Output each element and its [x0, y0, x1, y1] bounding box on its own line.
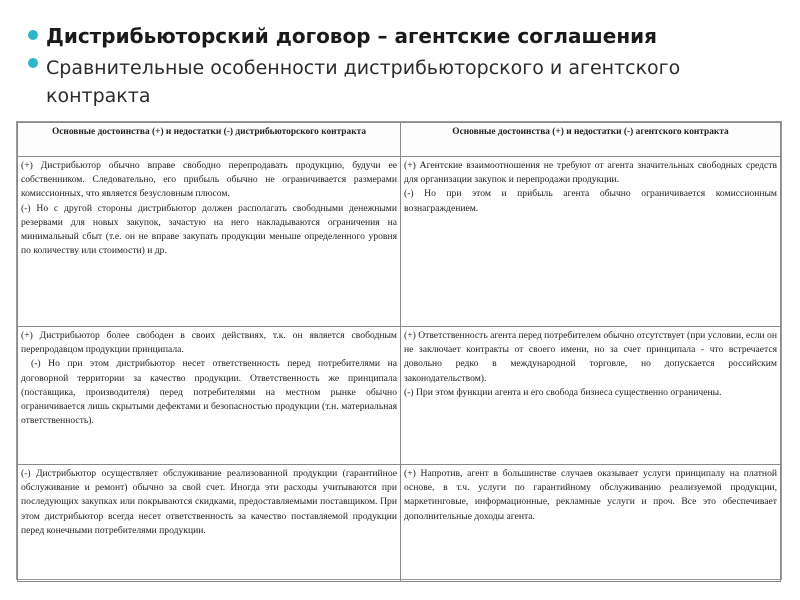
table-row: [18, 327, 781, 465]
cell-text: (+) Дистрибьютор обычно вправе свободно перепродавать продукцию, будучи ее собственником. Следовательно, его прибыль обычно не ограничивается размерами комиссионных, что является безусловным плюсом.: [21, 160, 397, 200]
slide-subtitle: Сравнительные особенности дистрибьюторского и агентского контракта: [46, 57, 681, 107]
header-distributor: Основные достоинства (+) и недостатки (-) дистрибьюторского контракта: [18, 123, 401, 157]
cell-agent: [401, 157, 781, 327]
cell-text: (+) Ответственность агента перед потребителем обычно отсутствует (при условии, если он не заключает контракты от своего имени, но за счет принципала - что встречается довольно редко в международной торговле, но допускается российским законодательством).: [404, 330, 777, 384]
cell-text: (+) Агентские взаимоотношения не требуют от агента значительных свободных средств для организации закупок и перепродажи продукции.: [404, 160, 777, 186]
cell-distributor: [18, 157, 401, 327]
cell-text: (+) Дистрибьютор более свободен в своих действиях, т.к. он является свободным перепродавцом продукции принципала.: [21, 330, 397, 356]
cell-text: (+) Напротив, агент в большинстве случаев оказывает услуги принципалу на платной основе, в т.ч. услуги по гарантийному обслуживанию реализуемой продукции, маркетинговые, информационные, рекламные услуги и проч. Все это обеспечивает дополнительные доходы агента.: [404, 468, 777, 522]
cell-agent: [401, 465, 781, 582]
table-header-row: [18, 123, 781, 157]
bullet-item-title: [28, 22, 788, 50]
cell-agent: [401, 327, 781, 465]
bullet-item-subtitle: [28, 50, 788, 110]
cell-text: (-) Но с другой стороны дистрибьютор должен располагать свободными денежными резервами для новых закупок, зачастую на него накладываются ограничения на минимальный сбыт (т.е. он не вправе закупать продукции меньше определенного уровня по количеству или стоимости) и др.: [21, 202, 397, 257]
cell-text: (-) При этом функции агента и его свобода бизнеса существенно ограничены.: [404, 386, 722, 398]
comparison-table: [17, 122, 781, 582]
slide-title: Дистрибьюторский договор – агентские соглашения: [46, 24, 658, 48]
bullet-list: [28, 22, 788, 110]
cell-text: (-) Дистрибьютор осуществляет обслуживание реализованной продукции (гарантийное обслуживание и ремонт) обычно за свой счет. Иногда эти расходы учитываются при последующих закупках или покрываются скидками, предоставляемыми поставщиком. При этом дистрибьютор всегда несет ответственность за качество поставляемой продукции перед конечными потребителями продукции.: [21, 468, 397, 536]
cell-text: (-) Но при этом и прибыль агента обычно ограничивается комиссионным вознаграждением.: [404, 188, 777, 214]
cell-text: (-) Но при этом дистрибьютор несет ответственность перед потребителями на договорной территории за качество продукции. Ответственность же принципала (поставщика, производителя) перед потребителями на местном рынке обычно ограничивается лишь скрытыми дефектами и безопасностью продукции (т.н. материальная ответственность).: [21, 358, 397, 427]
bullet-dot-icon: [28, 30, 38, 40]
comparison-table-container: [16, 121, 782, 580]
bullet-dot-icon: [28, 58, 38, 68]
table-row: [18, 157, 781, 327]
header-agent: Основные достоинства (+) и недостатки (-) агентского контракта: [401, 123, 781, 157]
table-row: [18, 465, 781, 582]
cell-distributor: [18, 327, 401, 465]
cell-distributor: [18, 465, 401, 582]
